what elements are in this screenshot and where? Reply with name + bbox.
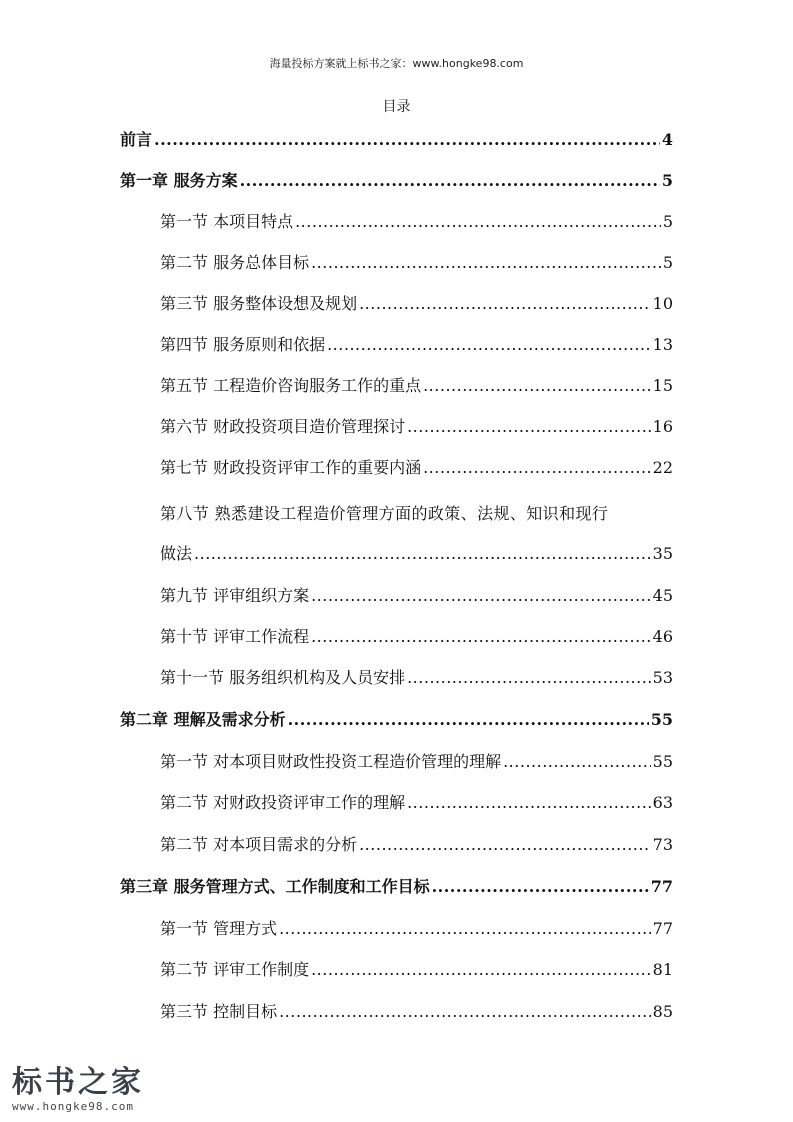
toc-dot-leader [407,406,651,447]
toc-entry[interactable] [160,365,673,406]
toc-entry-page: 4 [661,130,673,149]
toc-entry-label: 第二节 对本项目需求的分析 [160,835,358,854]
toc-entry-wrapped-line[interactable]: 第八节 熟悉建设工程造价管理方面的政策、法规、知识和现行 [160,504,609,523]
toc-entry-page: 35 [652,544,673,563]
toc-dot-leader [503,741,651,782]
toc-entry-label: 第十节 评审工作流程 [160,627,310,646]
toc-entry-label: 前言 [120,130,153,149]
toc-entry-page: 85 [652,1002,673,1021]
toc-entry[interactable] [160,782,673,823]
toc-dot-leader [311,575,651,616]
toc-dot-leader [154,119,660,160]
toc-entry-label: 第三章 服务管理方式、工作制度和工作目标 [120,877,430,896]
toc-entry[interactable] [160,447,673,488]
toc-dot-leader [327,324,651,365]
toc-dot-leader [288,699,649,740]
toc-entry-page: 15 [652,376,673,395]
toc-dot-leader [359,824,651,865]
toc-entry-page: 55 [650,710,673,729]
toc-entry[interactable] [120,699,673,740]
toc-entry-label: 第四节 服务原则和依据 [160,335,326,354]
toc-entry[interactable] [160,991,673,1032]
toc-entry-label: 第二节 对财政投资评审工作的理解 [160,793,406,812]
toc-entry-page: 73 [652,835,673,854]
toc-entry-page: 10 [652,294,673,313]
toc-dot-leader [432,866,649,907]
toc-entry[interactable] [160,242,673,283]
toc-dot-leader [240,160,660,201]
toc-entry[interactable] [160,824,673,865]
toc-entry[interactable] [160,533,673,574]
toc-entry[interactable] [160,741,673,782]
toc-entry[interactable] [160,324,673,365]
toc-entry[interactable] [160,949,673,990]
toc-entry-page: 77 [650,877,673,896]
toc-dot-leader [194,533,651,574]
toc-dot-leader [311,949,651,990]
toc-dot-leader [311,616,651,657]
toc-dot-leader [311,242,661,283]
toc-entry-label: 第二章 理解及需求分析 [120,710,286,729]
toc-entry-label: 第二节 评审工作制度 [160,960,310,979]
toc-entry[interactable] [120,866,673,907]
toc-entry-page: 55 [652,752,673,771]
toc-dot-leader [423,447,651,488]
toc-entry-page: 53 [652,668,673,687]
toc-dot-leader [423,365,651,406]
toc-entry[interactable] [160,908,673,949]
toc-entry[interactable] [160,201,673,242]
toc-entry[interactable] [160,616,673,657]
toc-entry-page: 5 [662,212,673,231]
toc-entry[interactable] [120,119,673,160]
logo-brand-text: 标书之家 [12,1065,144,1100]
toc-entry-page: 81 [652,960,673,979]
logo-url-text: www.hongke98.com [12,1100,134,1113]
toc-entry-page: 45 [652,586,673,605]
toc-entry[interactable] [160,283,673,324]
toc-entry[interactable] [160,575,673,616]
toc-entry-label: 第九节 评审组织方案 [160,586,310,605]
toc-entry-page: 63 [652,793,673,812]
toc-dot-leader [407,657,651,698]
toc-title: 目录 [382,99,411,115]
toc-entry-label: 第一节 对本项目财政性投资工程造价管理的理解 [160,752,502,771]
footer-logo [12,1066,144,1113]
toc-entry[interactable] [160,657,673,698]
toc-entry-page: 5 [662,253,673,272]
toc-entry-page: 13 [652,335,673,354]
toc-entry-label: 第三节 服务整体设想及规划 [160,294,358,313]
toc-entry-page: 46 [652,627,673,646]
toc-entry-page: 77 [652,919,673,938]
toc-entry[interactable] [160,406,673,447]
toc-entry-label: 第一章 服务方案 [120,171,238,190]
toc-entry-page: 16 [652,417,673,436]
toc-entry-label: 第三节 控制目标 [160,1002,278,1021]
toc-dot-leader [279,908,651,949]
toc-dot-leader [359,283,651,324]
page-header: 海量投标方案就上标书之家：www.hongke98.com [269,57,524,70]
toc-dot-leader [295,201,661,242]
toc-entry[interactable] [120,160,673,201]
toc-entry-label: 第七节 财政投资评审工作的重要内涵 [160,458,422,477]
toc-dot-leader [279,991,651,1032]
toc-entry-label: 做法 [160,544,193,563]
toc-entry-label: 第十一节 服务组织机构及人员安排 [160,668,406,687]
toc-dot-leader [407,782,651,823]
toc-entry-page: 22 [652,458,673,477]
toc-entry-label: 第五节 工程造价咨询服务工作的重点 [160,376,422,395]
toc-entry-label: 第二节 服务总体目标 [160,253,310,272]
toc-entry-page: 5 [661,171,673,190]
toc-entry-label: 第一节 管理方式 [160,919,278,938]
toc-entry-label: 第一节 本项目特点 [160,212,294,231]
toc-entry-label: 第六节 财政投资项目造价管理探讨 [160,417,406,436]
